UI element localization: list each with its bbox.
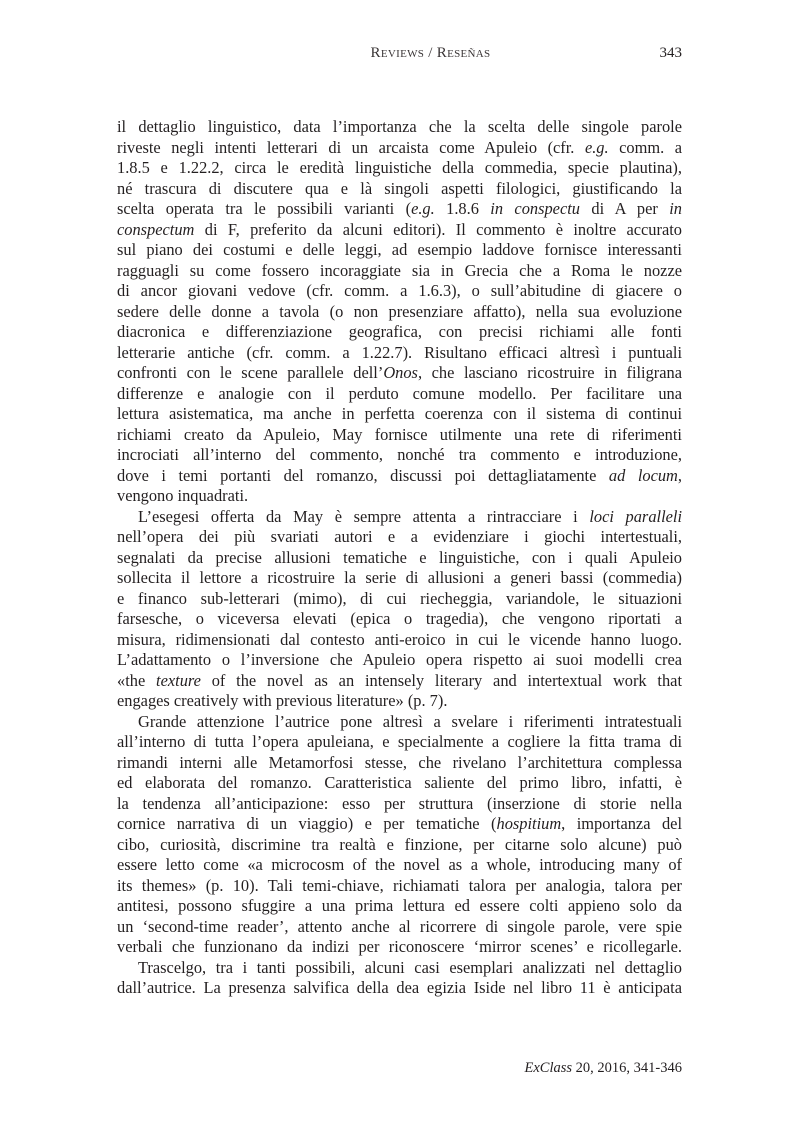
text-line (117, 958, 682, 979)
text-line (117, 220, 682, 241)
line-text: , importanza del (561, 814, 682, 833)
line-text: Grande attenzione l’autrice pone altresì a svelare i riferimenti intratestuali (138, 711, 682, 731)
line-text: all’interno di tutta l’opera apuleiana, e specialmente a cogliere la fitta trama di (117, 732, 682, 751)
running-title: Reviews / Reseñas (370, 45, 491, 61)
text-line (117, 281, 682, 302)
italic-term: ad locum (608, 465, 678, 485)
line-text: its themes» (p. 10). Tali temi-chiave, richiamati talora per analogia, talora per (117, 875, 682, 895)
running-head (117, 45, 682, 69)
line-text: «the (117, 670, 157, 690)
italic-term: conspectum (117, 219, 195, 239)
text-line (117, 650, 682, 671)
line-text: engages creatively with previous literature» (p. 7). (117, 691, 448, 710)
italic-term: e.g. (584, 137, 609, 157)
line-text: incrociati all’interno del commento, nonché tra commento e introduzione, (117, 445, 682, 464)
line-text: riveste negli intenti letterari di un arcaista come Apuleio (cfr. (117, 137, 585, 157)
text-line (117, 773, 682, 794)
footer-citation (525, 1060, 683, 1077)
line-text: e financo sub-letterari (mimo), di cui riecheggia, variandole, le situazioni (117, 588, 682, 608)
line-text: un ‘second-time reader’, attento anche al ricorrere di singole parole, vere spie (117, 916, 682, 936)
line-text: nell’opera dei più svariati autori e a evidenziare i giochi intertestuali, (117, 527, 682, 546)
line-text: di F, preferito da alcuni editori). Il commento è inoltre accurato (194, 219, 682, 239)
line-text: letterarie antiche (cfr. comm. a 1.22.7). Risultano efficaci altresì i puntuali (117, 342, 682, 362)
italic-term: hospitium (496, 814, 562, 833)
italic-term: loci paralleli (589, 506, 683, 526)
italic-term: Onos (383, 363, 418, 382)
text-line (117, 978, 682, 999)
line-text: L’adattamento o l’inversione che Apuleio opera rispetto ai suoi modelli crea (117, 650, 682, 669)
line-text: misura, ridimensionati dal contesto anti-eroico in cui le vicende hanno luogo. (117, 629, 682, 649)
line-text: rimandi interni alle Metamorfosi stesse, che rivelano l’architettura complessa (117, 752, 682, 772)
text-line (117, 753, 682, 774)
page-number: 343 (659, 45, 682, 61)
line-text: verbali che funzionano da indizi per riconoscere ‘mirror scenes’ e ricollegarle. (117, 937, 682, 956)
text-line (117, 671, 682, 692)
text-line (117, 384, 682, 405)
text-line (117, 855, 682, 876)
text-line (117, 425, 682, 446)
text-line (117, 466, 682, 487)
italic-term: texture (156, 670, 201, 690)
text-line (117, 343, 682, 364)
text-line (117, 527, 682, 548)
citation-details: 20, 2016, 341-346 (572, 1060, 682, 1076)
line-text: vengono inquadrati. (117, 486, 249, 505)
line-text: confronti con le scene parallele dell’ (117, 363, 384, 382)
line-text: cibo, curiosità, discrimine tra realtà e finzione, per citarne solo alcune) può (117, 834, 682, 854)
line-text: di A per (579, 199, 670, 218)
text-line (117, 138, 682, 159)
text-line (117, 589, 682, 610)
line-text: 1.8.6 (434, 199, 491, 218)
text-line (117, 548, 682, 569)
line-text: segnalati da precise allusioni tematiche e linguistiche, con i quali Apuleio (117, 547, 682, 567)
italic-term: e.g. (411, 199, 435, 218)
line-text: diacronica e differenziazione geografica, con precisi richiami alle fonti (117, 322, 682, 341)
text-line (117, 630, 682, 651)
text-line (117, 445, 682, 466)
text-line (117, 794, 682, 815)
text-line (117, 691, 682, 712)
line-text: of the novel as an intensely literary and intertextual work that (200, 670, 683, 690)
line-text: sedere delle donne a tavola (o non presenziare affatto), nella sua evoluzione (117, 301, 682, 321)
text-line (117, 240, 682, 261)
line-text: L’esegesi offerta da May è sempre attenta a rintracciare i (138, 506, 590, 526)
italic-term: in conspectu (490, 199, 580, 218)
text-line (117, 179, 682, 200)
line-text: ragguagli su come fossero incoraggiate sia in Grecia che a Roma le nozze (117, 260, 682, 280)
line-text: lettura asistematica, ma anche in perfetta coerenza con il sistema di continui (117, 404, 682, 423)
line-text: il dettaglio linguistico, data l’importanza che la scelta delle singole parole (117, 117, 682, 136)
line-text: essere letto come «a microcosm of the novel as a whole, introducing many of (117, 855, 682, 874)
text-line (117, 732, 682, 753)
text-line (117, 568, 682, 589)
body-text (117, 117, 682, 999)
line-text: scelta operata tra le possibili varianti ( (117, 199, 412, 218)
line-text: sul piano dei costumi e delle leggi, ad esempio laddove fornisce interessanti (117, 240, 682, 259)
line-text: 1.8.5 e 1.22.2, circa le eredità linguistiche della commedia, specie plautina), (117, 158, 682, 177)
text-line (117, 199, 682, 220)
text-line (117, 876, 682, 897)
line-text: farsesche, o viceversa elevati (epica o tragedia), che vengono riportati a (117, 609, 682, 628)
line-text: , che lasciano ricostruire in filigrana (417, 363, 682, 382)
text-line (117, 363, 682, 384)
text-line (117, 302, 682, 323)
line-text: richiami creato da Apuleio, May fornisce utilmente una rete di riferimenti (117, 424, 682, 444)
text-line (117, 158, 682, 179)
line-text: dall’autrice. La presenza salvifica della dea egizia Iside nel libro 11 è anticipata (117, 978, 682, 997)
line-text: differenze e analogie con il perduto comune modello. Per facilitare una (117, 383, 682, 403)
line-text: antitesi, possono sfuggire a una prima lettura ed essere colti appieno solo da (117, 896, 682, 915)
italic-term: in (669, 199, 682, 218)
line-text: dove i temi portanti del romanzo, discussi poi dettagliatamente (117, 465, 609, 485)
text-line (117, 322, 682, 343)
text-line (117, 261, 682, 282)
text-line (117, 937, 682, 958)
line-text: di ancor giovani vedove (cfr. comm. a 1.6.3), o sull’abitudine di giacere o (117, 281, 682, 300)
line-text: comm. a (608, 137, 682, 157)
line-text: ed elaborata del romanzo. Caratteristica saliente del primo libro, infatti, è (117, 773, 682, 792)
text-line (117, 404, 682, 425)
line-text: la tendenza all’anticipazione: esso per struttura (inserzione di storie nella (117, 793, 682, 813)
line-text: , (677, 465, 682, 485)
line-text: sollecita il lettore a ricostruire la serie di allusioni a generi bassi (commedia) (117, 568, 682, 587)
line-text: cornice narrativa di un viaggio) e per tematiche ( (117, 814, 497, 833)
text-line (117, 507, 682, 528)
line-text: Trascelgo, tra i tanti possibili, alcuni casi esemplari analizzati nel dettaglio (138, 957, 682, 977)
text-line (117, 917, 682, 938)
text-line (117, 835, 682, 856)
line-text: né trascura di discutere qua e là singoli aspetti filologici, giustificando la (117, 178, 682, 198)
text-line (117, 609, 682, 630)
text-line (117, 814, 682, 835)
text-line (117, 117, 682, 138)
text-line (117, 712, 682, 733)
text-line (117, 896, 682, 917)
journal-name: ExClass (524, 1060, 573, 1076)
text-line (117, 486, 682, 507)
